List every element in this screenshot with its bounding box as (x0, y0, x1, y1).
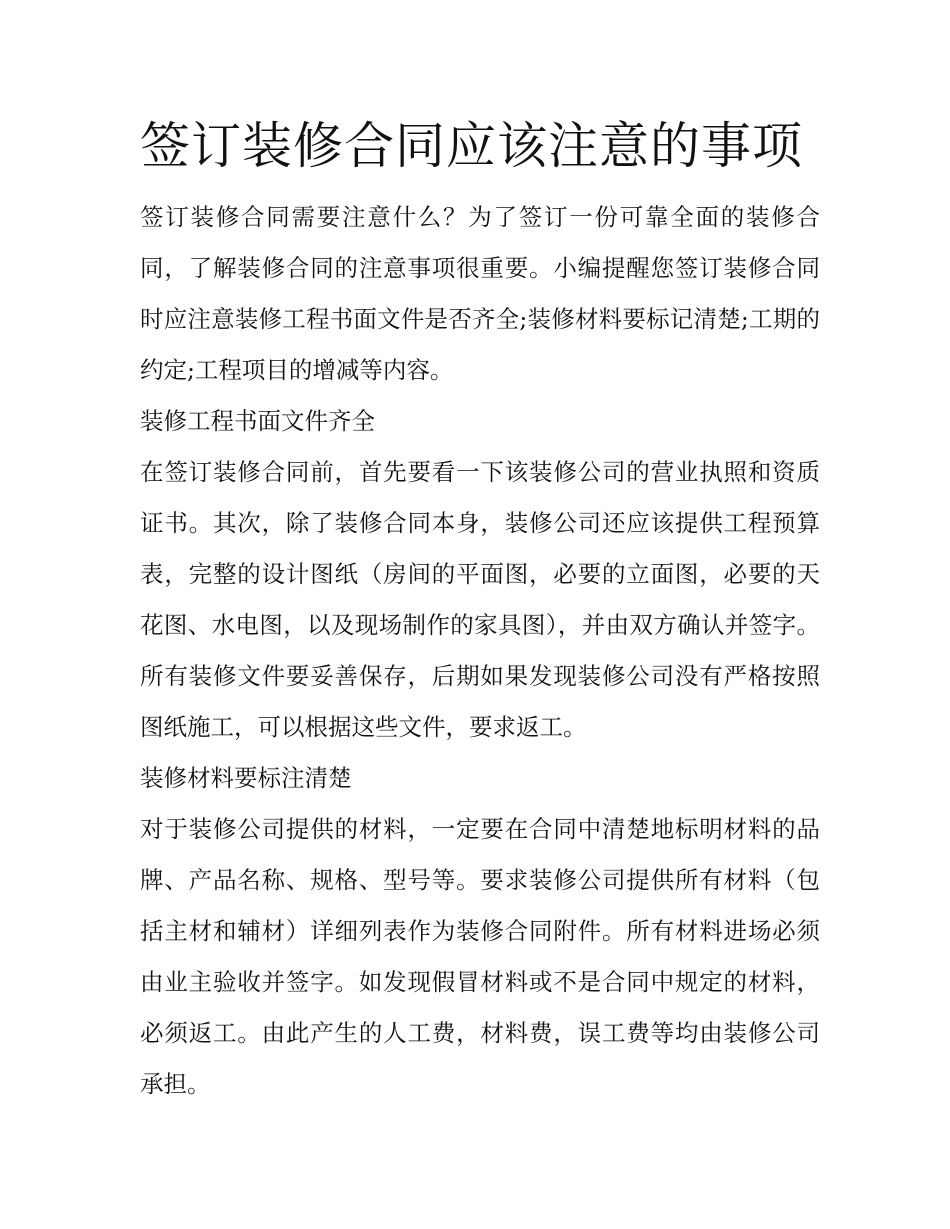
section-heading-materials: 装修材料要标注清楚 (140, 764, 352, 792)
section-body-materials: 对于装修公司提供的材料，一定要在合同中清楚地标明材料的品牌、产品名称、规格、型号等。要求装修公司提供所有材料（包括主材和辅材）详细列表作为装修合同附件。所有材料进场必须由业主验收并签字。如发现假冒材料或不是合同中规定的材料，必须返工。由此产生的人工费，材料费，误工费等均由装修公司承担。 (140, 815, 820, 1098)
intro-paragraph: 签订装修合同需要注意什么？为了签订一份可靠全面的装修合同，了解装修合同的注意事项很重要。小编提醒您签订装修合同时应注意装修工程书面文件是否齐全;装修材料要标记清楚;工期的约定;工程项目的增减等内容。 (140, 203, 820, 384)
section-heading-documents: 装修工程书面文件齐全 (140, 407, 375, 435)
document-page (140, 110, 820, 1110)
section-body-documents: 在签订装修合同前，首先要看一下该装修公司的营业执照和资质证书。其次，除了装修合同本身，装修公司还应该提供工程预算表，完整的设计图纸（房间的平面图，必要的立面图，必要的天花图、水电图，以及现场制作的家具图），并由双方确认并签字。所有装修文件要妥善保存，后期如果发现装修公司没有严格按照图纸施工，可以根据这些文件，要求返工。 (140, 458, 820, 741)
document-title: 签订装修合同应该注意的事项 (140, 117, 803, 175)
